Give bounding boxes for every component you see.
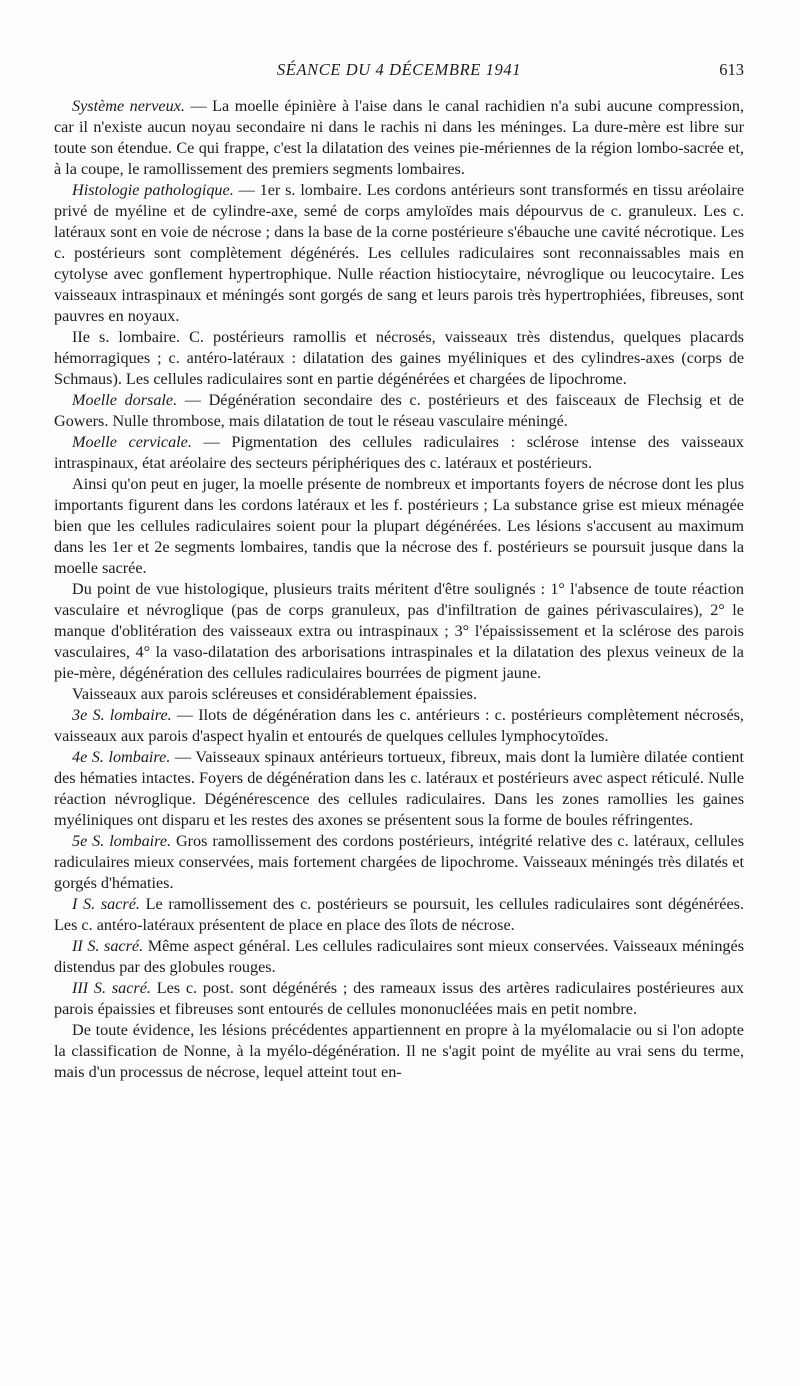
paragraph-lead: Système nerveux. <box>72 97 185 115</box>
paragraph-text: — Dégénération secondaire des c. postérieurs et des faisceaux de Flechsig et de Gowers. Nulle thrombose, mais dilatation de tout le réseau vasculaire méningé. <box>54 391 744 430</box>
paragraph-lead: 3e S. lombaire. <box>72 706 172 724</box>
paragraph-lead: 5e S. lombaire. <box>72 832 172 850</box>
paragraph-text: Même aspect général. Les cellules radiculaires sont mieux conservées. Vaisseaux méningés distendus par des globules rouges. <box>54 937 744 976</box>
paragraph-text: Les c. post. sont dégénérés ; des rameaux issus des artères radiculaires postérieures aux parois épaissies et fibreuses sont entourés de cellules mononucléées mais en petit nombre. <box>54 979 745 1018</box>
paragraph-text: — La moelle épinière à l'aise dans le canal rachidien n'a subi aucune compression, car il n'existe aucun noyau secondaire ni dans le rachis ni dans les méninges. La dure-mère est libre sur toute son étendue. Ce qui frappe, c'est la dilatation des veines pie-mériennes de la région lombo-sacrée et, à la coupe, le ramollissement des premiers segments lombaires. <box>54 97 744 178</box>
paragraph <box>54 894 744 936</box>
paragraph-text: Le ramollissement des c. postérieurs se poursuit, les cellules radiculaires sont dégénérées. Les c. antéro-latéraux présentent de place en place des îlots de nécrose. <box>54 895 744 934</box>
paragraph-text: Ainsi qu'on peut en juger, la moelle présente de nombreux et importants foyers de nécrose dont les plus importants figurent dans les cordons latéraux et les f. postérieurs ; La substance grise est mieux ménagée bien que les cellules radiculaires soient pour la plupart dégénérées. Les lésions s'accusent au maximum dans les 1er et 2e segments lombaires, tandis que la nécrose des f. postérieurs se poursuit jusque dans la moelle sacrée. <box>54 475 744 577</box>
paragraph <box>54 432 744 474</box>
paragraph-lead: III S. sacré. <box>72 979 151 997</box>
paragraph <box>54 579 744 684</box>
page-header <box>54 60 744 86</box>
paragraph <box>54 684 744 705</box>
paragraph <box>54 747 744 831</box>
paragraph <box>54 831 744 894</box>
paragraph-lead: Moelle cervicale. <box>72 433 192 451</box>
page-number: 613 <box>719 60 744 79</box>
paragraph <box>54 1020 744 1083</box>
paragraph-text: IIe s. lombaire. C. postérieurs ramollis et nécrosés, vaisseaux très distendus, quelques placards hémorragiques ; c. antéro-latéraux : dilatation des gaines myéliniques et des cylindres-axes (corps de Schmaus). Les cellules radiculaires sont en partie dégénérées et chargées de lipochrome. <box>54 328 744 388</box>
paragraph <box>54 978 744 1020</box>
paragraph-text: De toute évidence, les lésions précédentes appartiennent en propre à la myélomalacie ou si l'on adopte la classification de Nonne, à la myélo-dégénération. Il ne s'agit point de myélite au vrai sens du terme, mais d'un processus de nécrose, lequel atteint tout en- <box>54 1021 744 1081</box>
body-text <box>54 96 744 1083</box>
paragraph <box>54 936 744 978</box>
paragraph <box>54 327 744 390</box>
paragraph-lead: I S. sacré. <box>72 895 140 913</box>
paragraph-lead: II S. sacré. <box>72 937 144 955</box>
paragraph-text: — 1er s. lombaire. Les cordons antérieurs sont transformés en tissu aréolaire privé de myéline et de cylindre-axe, semé de corps amyloïdes mais dépourvus de c. granuleux. Les c. latéraux sont en voie de nécrose ; dans la base de la corne postérieure s'ébauche une cavité nécrotique. Les c. postérieurs sont complètement dégénérés. Les cellules radiculaires sont reconnaissables mais en cytolyse avec gonflement hypertrophique. Nulle réaction histiocytaire, névroglique ou leucocytaire. Les vaisseaux intraspinaux et méningés sont gorgés de sang et leurs parois très hypertrophiées, fibreuses, sont pauvres en noyaux. <box>54 181 745 325</box>
paragraph-text: Gros ramollissement des cordons postérieurs, intégrité relative des c. latéraux, cellules radiculaires mieux conservées, mais fortement chargées de lipochrome. Vaisseaux méningés très dilatés et gorgés d'hématies. <box>54 832 744 892</box>
paragraph-text: — Pigmentation des cellules radiculaires : sclérose intense des vaisseaux intraspinaux, état aréolaire des secteurs périphériques des c. latéraux et postérieurs. <box>54 433 745 472</box>
running-title: SÉANCE DU 4 DÉCEMBRE 1941 <box>276 60 522 79</box>
document-page <box>54 60 744 1083</box>
paragraph <box>54 390 744 432</box>
paragraph-text: — Vaisseaux spinaux antérieurs tortueux, fibreux, mais dont la lumière dilatée contient des hématies intactes. Foyers de dégénération dans les c. latéraux et postérieurs avec aspect réticulé. Nulle réaction névroglique. Dégénérescence des cellules radiculaires. Dans les zones ramollies les gaines myéliniques ont disparu et les restes des axones se présentent sous la forme de boules réfringentes. <box>54 748 744 829</box>
paragraph-lead: Histologie pathologique. <box>72 181 234 199</box>
paragraph <box>54 96 744 180</box>
paragraph <box>54 474 744 579</box>
paragraph-lead: Moelle dorsale. <box>72 391 178 409</box>
paragraph <box>54 705 744 747</box>
paragraph-text: Du point de vue histologique, plusieurs traits méritent d'être soulignés : 1° l'absence de toute réaction vasculaire et névroglique (pas de corps granuleux, pas d'infiltration de gaines périvasculaires), 2° le manque d'oblitération des vaisseaux extra ou intraspinaux ; 3° l'épaississement et la sclérose des parois vasculaires, 4° la vaso-dilatation des arborisations intraspinales et la dilatation des plexus veineux de la pie-mère, dégénération des cellules radiculaires bourrées de pigment jaune. <box>54 580 744 682</box>
paragraph-text: Vaisseaux aux parois scléreuses et considérablement épaissies. <box>72 685 478 703</box>
paragraph-text: — Ilots de dégénération dans les c. antérieurs : c. postérieurs complètement nécrosés, vaisseaux aux parois d'aspect hyalin et entourés de quelques cellules lymphocytoïdes. <box>54 706 744 745</box>
paragraph <box>54 180 744 327</box>
paragraph-lead: 4e S. lombaire. <box>72 748 171 766</box>
